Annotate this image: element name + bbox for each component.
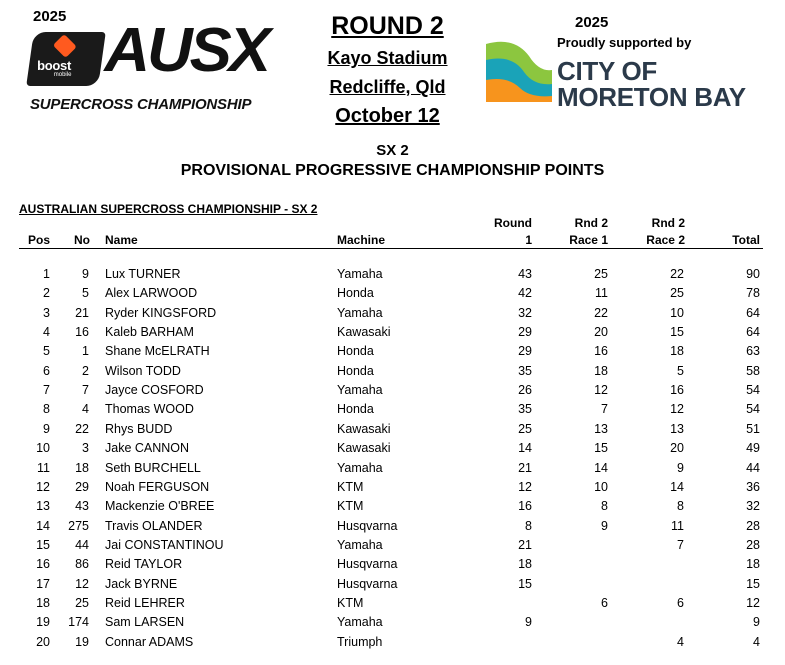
cell-r2: 8 [601,499,608,514]
sponsor-name-line2: MORETON BAY [557,82,746,112]
cell-total: 36 [746,479,760,494]
cell-pos: 14 [36,518,50,533]
cell-pos: 20 [36,634,50,649]
cell-no: 3 [82,441,89,456]
cell-name: Lux TURNER [105,267,181,281]
table-row [0,441,785,460]
cell-pos: 10 [36,441,50,456]
venue-name: Kayo Stadium [327,48,448,68]
moreton-bay-wave-icon [484,36,554,104]
cell-r3: 4 [677,634,684,649]
cell-no: 174 [68,615,89,630]
cell-pos: 2 [43,286,50,301]
cell-machine: Yamaha [337,615,383,630]
cell-r1: 21 [518,537,532,552]
cell-pos: 6 [43,363,50,378]
cell-machine: Triumph [337,634,383,649]
table-row [0,364,785,383]
cell-total: 9 [753,615,760,630]
table-row [0,596,785,615]
cell-name: Jayce COSFORD [105,383,204,398]
table-caption: AUSTRALIAN SUPERCROSS CHAMPIONSHIP - SX 2 [19,202,318,216]
table-row [0,402,785,421]
cell-name: Jack BYRNE [105,576,178,591]
table-row [0,267,785,286]
cell-r3: 20 [670,441,684,456]
cell-r2: 7 [601,402,608,417]
cell-machine: Husqvarna [337,557,398,572]
cell-pos: 15 [36,537,50,552]
cell-total: 78 [746,286,760,301]
cell-total: 64 [746,325,760,340]
cell-r1: 18 [518,557,532,572]
cell-no: 44 [75,537,89,552]
cell-r1: 35 [518,402,532,417]
boost-logo [26,32,106,86]
table-row [0,499,785,518]
cell-total: 54 [746,402,760,417]
col-header-r2-race1-bot: Race 1 [569,233,608,247]
cell-name: Jai CONSTANTINOU [105,537,224,552]
cell-r3: 11 [671,518,684,533]
cell-r2: 20 [594,325,608,340]
table-row [0,519,785,538]
cell-machine: Yamaha [337,537,383,552]
cell-name: Thomas WOOD [105,402,194,417]
cell-total: 15 [746,576,760,591]
cell-name: Ryder KINGSFORD [105,305,217,320]
cell-total: 32 [746,499,760,514]
cell-r1: 8 [525,518,532,533]
sponsor-name-line1: CITY OF [557,56,657,86]
cell-name: Noah FERGUSON [105,479,210,494]
cell-no: 18 [75,460,89,475]
cell-machine: Yamaha [337,460,383,475]
cell-r1: 9 [525,615,532,630]
cell-name: Shane McELRATH [105,344,210,359]
col-header-no: No [74,233,90,247]
cell-r3: 9 [677,460,684,475]
cell-r3: 12 [670,402,684,417]
cell-machine: Kawasaki [337,421,391,436]
cell-r2: 18 [594,363,608,378]
table-row [0,557,785,576]
cell-no: 22 [75,421,89,436]
cell-no: 19 [75,634,89,649]
cell-no: 25 [75,595,89,610]
cell-r3: 22 [670,267,684,281]
cell-name: Kaleb BARHAM [105,325,194,340]
cell-name: Wilson TODD [105,363,181,378]
table-row [0,615,785,634]
cell-no: 16 [75,325,89,340]
cell-name: Jake CANNON [105,441,190,456]
cell-r1: 35 [518,363,532,378]
cell-r3: 10 [670,305,684,320]
cell-pos: 18 [36,595,50,610]
cell-no: 2 [82,363,89,378]
cell-no: 4 [82,402,89,417]
cell-pos: 4 [43,325,50,340]
cell-no: 275 [68,518,89,533]
cell-name: Travis OLANDER [105,518,203,533]
year-left: 2025 [33,8,67,25]
table-row [0,306,785,325]
header-divider [19,248,763,249]
cell-r1: 43 [518,267,532,281]
col-header-name: Name [105,233,138,247]
cell-machine: Husqvarna [337,518,398,533]
cell-name: Reid TAYLOR [105,557,183,572]
cell-machine: KTM [337,499,364,514]
cell-r2: 25 [594,267,608,281]
supported-by-label: Proudly supported by [557,35,692,50]
table-row [0,383,785,402]
cell-total: 64 [746,305,760,320]
cell-name: Mackenzie O'BREE [105,499,215,514]
cell-machine: Yamaha [337,383,383,398]
cell-pos: 12 [36,479,50,494]
table-row [0,480,785,499]
cell-machine: Honda [337,402,374,417]
cell-r3: 15 [670,325,684,340]
table-row [0,344,785,363]
cell-total: 63 [746,344,760,359]
cell-r3: 8 [677,499,684,514]
cell-pos: 9 [43,421,50,436]
cell-no: 12 [75,576,89,591]
cell-no: 86 [75,557,89,572]
cell-r2: 9 [601,518,608,533]
table-row [0,538,785,557]
boost-mark-icon [53,34,77,58]
event-date: October 12 [335,105,440,127]
cell-r1: 21 [518,460,532,475]
cell-pos: 5 [43,344,50,359]
cell-r1: 25 [518,421,532,436]
cell-r3: 5 [677,363,684,378]
cell-r3: 18 [670,344,684,359]
col-header-pos: Pos [28,233,51,247]
table-row [0,325,785,344]
ausx-wordmark: AUSX [104,16,268,85]
cell-name: Sam LARSEN [105,615,185,630]
cell-r2: 22 [594,305,608,320]
year-right: 2025 [575,14,609,31]
cell-total: 58 [746,363,760,378]
cell-pos: 7 [43,383,50,398]
table-row [0,635,785,654]
cell-pos: 11 [37,460,50,475]
cell-r2: 16 [594,344,608,359]
col-header-machine: Machine [337,233,386,247]
cell-name: Connar ADAMS [105,634,194,649]
class-title: SX 2 [376,142,409,159]
cell-name: Alex LARWOOD [105,286,198,301]
cell-r1: 29 [518,344,532,359]
table-row [0,461,785,480]
cell-machine: KTM [337,595,364,610]
cell-r1: 32 [518,305,532,320]
cell-machine: Husqvarna [337,576,398,591]
cell-r3: 16 [670,383,684,398]
cell-total: 18 [746,557,760,572]
cell-name: Reid LEHRER [105,595,185,610]
cell-r1: 16 [518,499,532,514]
cell-no: 9 [82,267,89,281]
cell-r2: 14 [594,460,608,475]
cell-name: Seth BURCHELL [105,460,201,475]
cell-machine: KTM [337,479,364,494]
cell-r3: 25 [670,286,684,301]
cell-no: 43 [75,499,89,514]
col-header-r2-race2-top: Rnd 2 [651,216,685,230]
round-title: ROUND 2 [331,12,444,40]
cell-machine: Honda [337,344,374,359]
cell-machine: Yamaha [337,305,383,320]
cell-total: 12 [746,595,760,610]
table-row [0,422,785,441]
cell-no: 7 [82,383,89,398]
cell-r2: 15 [594,441,608,456]
points-title: PROVISIONAL PROGRESSIVE CHAMPIONSHIP POINTS [180,162,605,179]
col-header-r2-race1-top: Rnd 2 [574,216,608,230]
cell-r3: 6 [677,595,684,610]
cell-r3: 7 [677,537,684,552]
table-row [0,577,785,596]
cell-no: 29 [75,479,89,494]
cell-r3: 13 [670,421,684,436]
cell-r2: 13 [594,421,608,436]
cell-r3: 14 [670,479,684,494]
cell-r1: 15 [518,576,532,591]
cell-total: 44 [746,460,760,475]
cell-pos: 1 [43,267,50,281]
supercross-championship-label: SUPERCROSS CHAMPIONSHIP [30,96,252,113]
cell-no: 21 [75,305,89,320]
cell-machine: Kawasaki [337,325,391,340]
cell-pos: 8 [43,402,50,417]
cell-total: 49 [746,441,760,456]
cell-no: 1 [82,344,89,359]
boost-sub-label: mobile [53,72,72,78]
col-header-total: Total [732,233,760,247]
cell-name: Rhys BUDD [105,421,173,436]
cell-pos: 3 [43,305,50,320]
cell-r1: 14 [518,441,532,456]
cell-machine: Kawasaki [337,441,391,456]
cell-pos: 19 [36,615,50,630]
cell-no: 5 [82,286,89,301]
boost-label: boost [37,58,71,73]
cell-r1: 42 [518,286,532,301]
cell-machine: Honda [337,286,374,301]
cell-total: 28 [746,537,760,552]
cell-r1: 26 [518,383,532,398]
cell-pos: 13 [36,499,50,514]
cell-r2: 10 [594,479,608,494]
cell-total: 28 [746,518,760,533]
cell-r1: 12 [518,479,532,494]
cell-pos: 17 [36,576,50,591]
cell-machine: Honda [337,363,374,378]
cell-total: 51 [746,421,760,436]
col-header-round1-top: Round [494,216,532,230]
venue-city: Redcliffe, Qld [329,77,446,97]
cell-total: 54 [746,383,760,398]
cell-r2: 12 [594,383,608,398]
col-header-r2-race2-bot: Race 2 [646,233,685,247]
cell-r2: 6 [601,595,608,610]
cell-total: 4 [753,634,760,649]
cell-total: 90 [746,267,760,281]
table-row [0,286,785,305]
cell-r1: 29 [518,325,532,340]
cell-r2: 11 [595,286,608,301]
col-header-round1-bot: 1 [525,233,532,247]
cell-pos: 16 [36,557,50,572]
cell-machine: Yamaha [337,267,383,281]
